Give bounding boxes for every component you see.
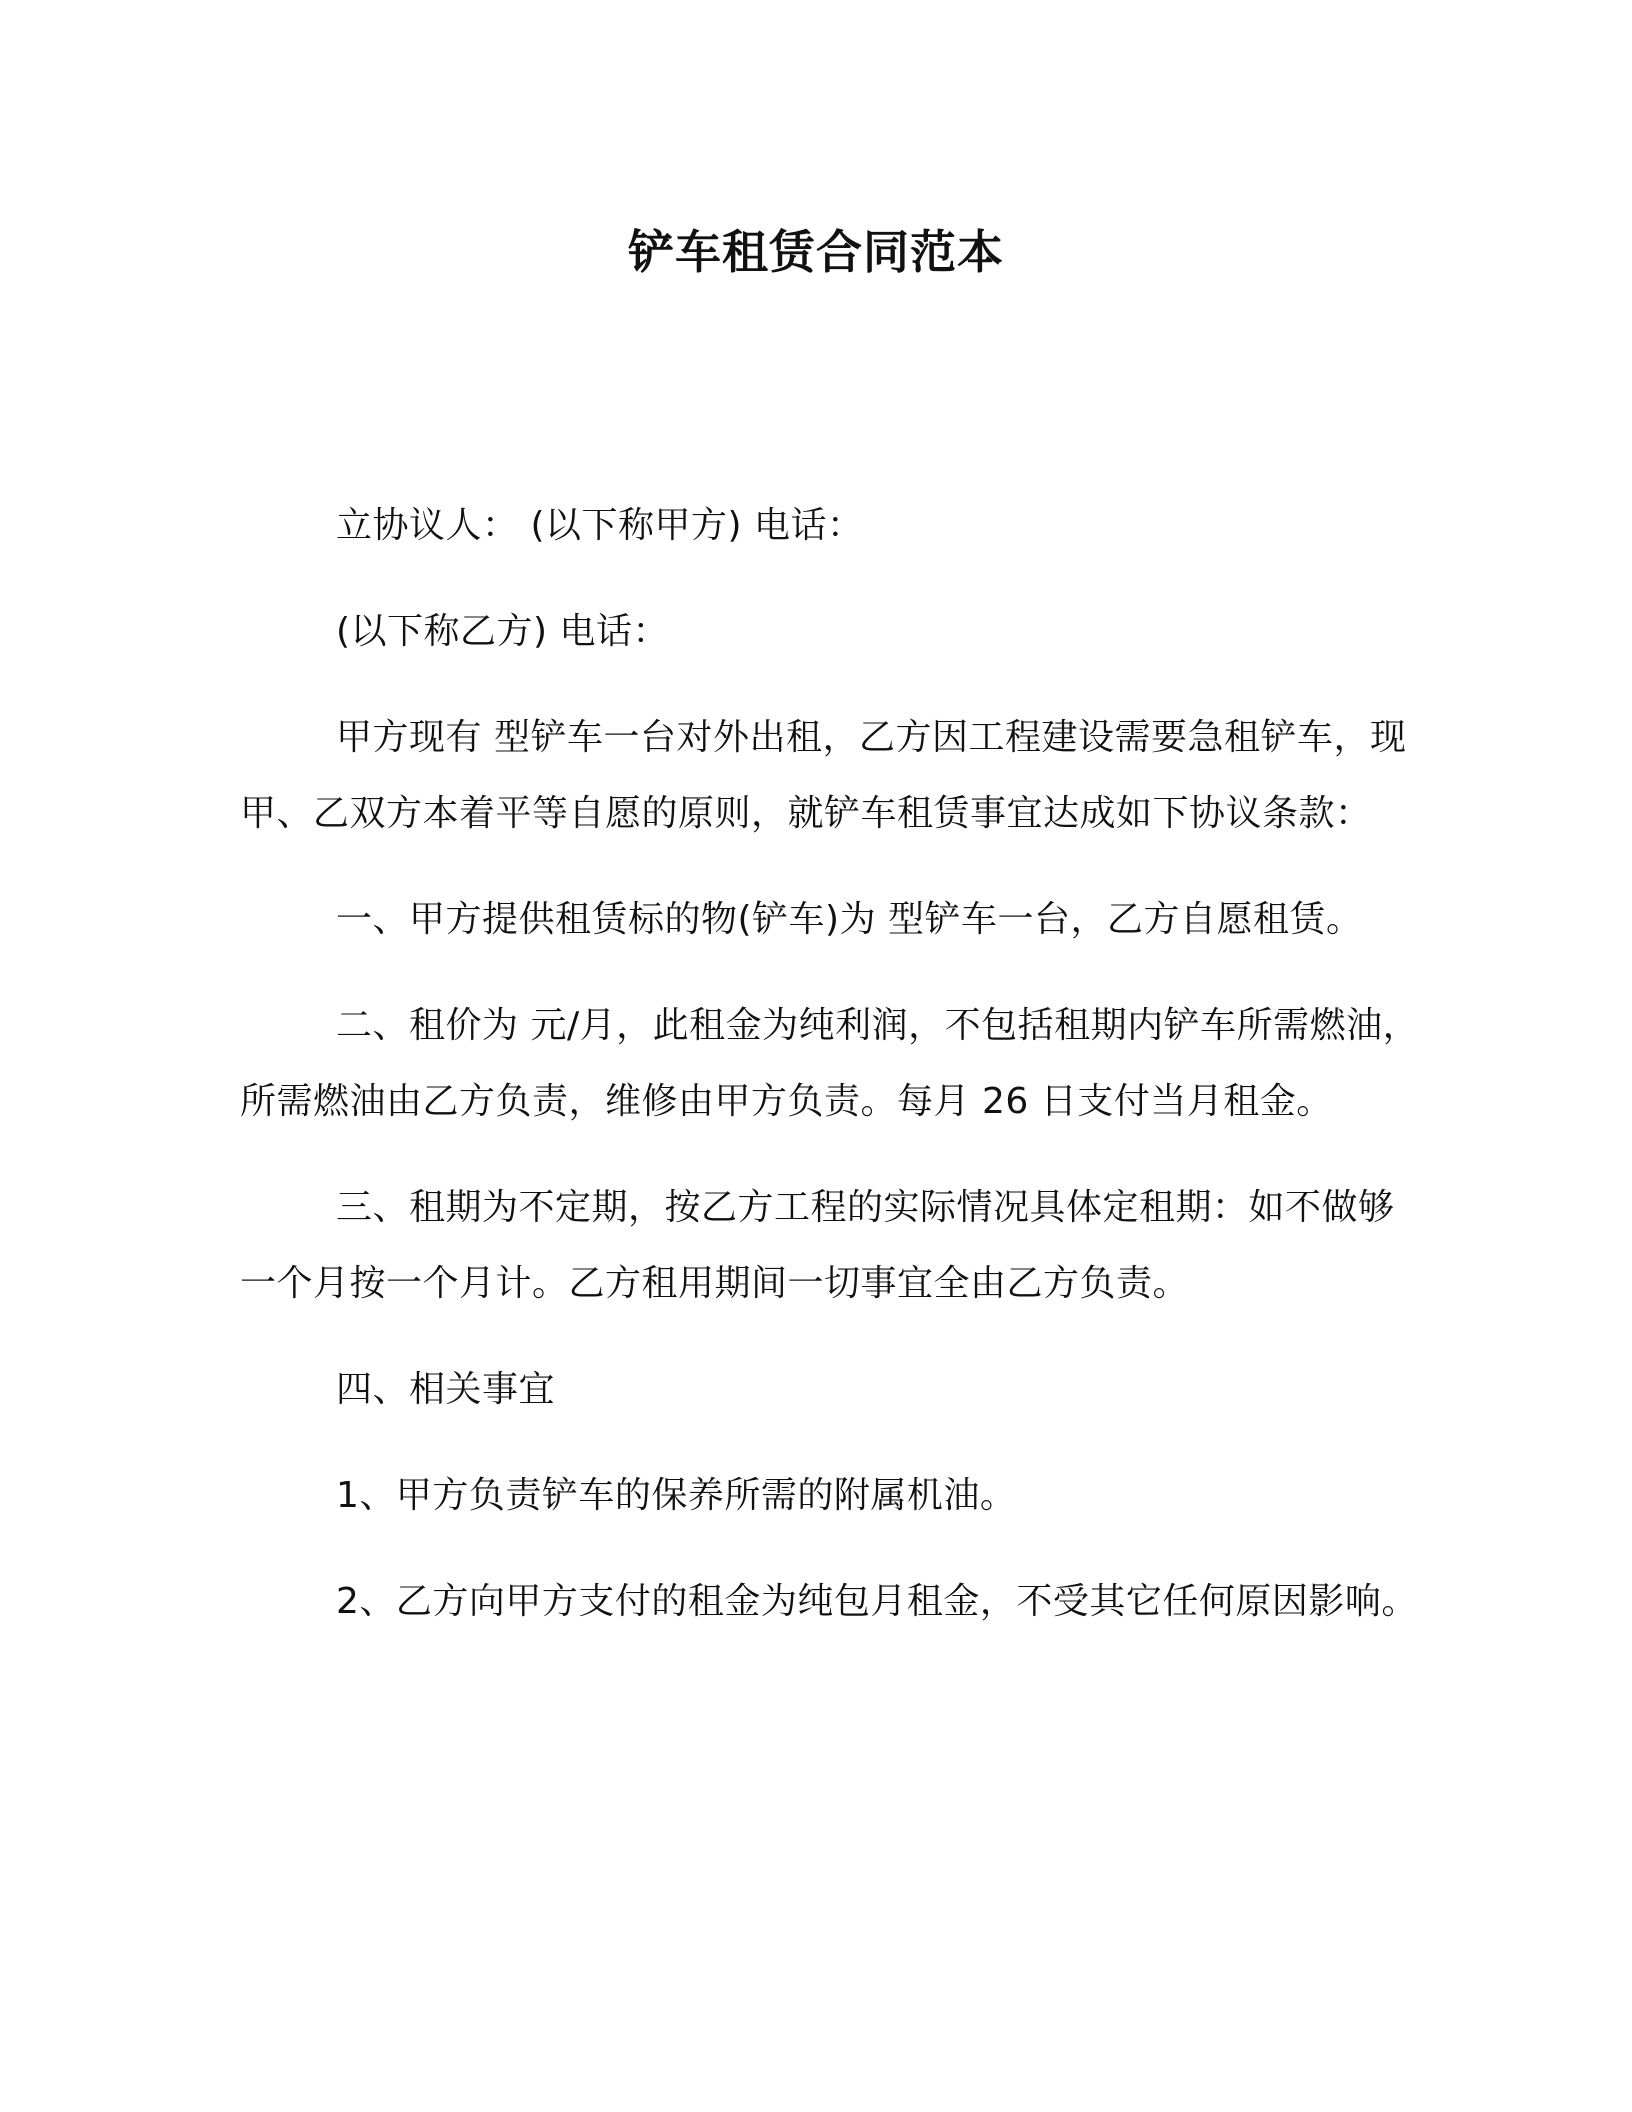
paragraph-clause-4-heading: 四、相关事宜 xyxy=(336,1369,556,1410)
paragraph-clause-2: 二、租价为 元/月，此租金为纯利润，不包括租期内铲车所需燃油，所需燃油由乙方负责，维修由甲方负责。每月 26 日支付当月租金。 xyxy=(240,1005,1420,1122)
paragraph-clause-4-item-1: 1、甲方负责铲车的保养所需的附属机油。 xyxy=(336,1475,1017,1516)
paragraph-preamble: 甲方现有 型铲车一台对外出租，乙方因工程建设需要急租铲车，现甲、乙双方本着平等自愿的原则，就铲车租赁事宜达成如下协议条款： xyxy=(240,717,1407,834)
paragraph-parties-b: (以下称乙方) 电话： xyxy=(336,611,670,652)
document-title: 铲车租赁合同范本 xyxy=(628,225,1004,279)
document-body xyxy=(240,488,1420,1670)
paragraph-clause-4-item-2: 2、乙方向甲方支付的租金为纯包月租金，不受其它任何原因影响。 xyxy=(336,1581,1418,1622)
paragraph-clause-3: 三、租期为不定期，按乙方工程的实际情况具体定租期：如不做够一个月按一个月计。乙方租用期间一切事宜全由乙方负责。 xyxy=(240,1187,1395,1304)
paragraph-clause-1: 一、甲方提供租赁标的物(铲车)为 型铲车一台，乙方自愿租赁。 xyxy=(336,899,1363,940)
paragraph-parties-a: 立协议人： (以下称甲方) 电话： xyxy=(336,505,864,546)
